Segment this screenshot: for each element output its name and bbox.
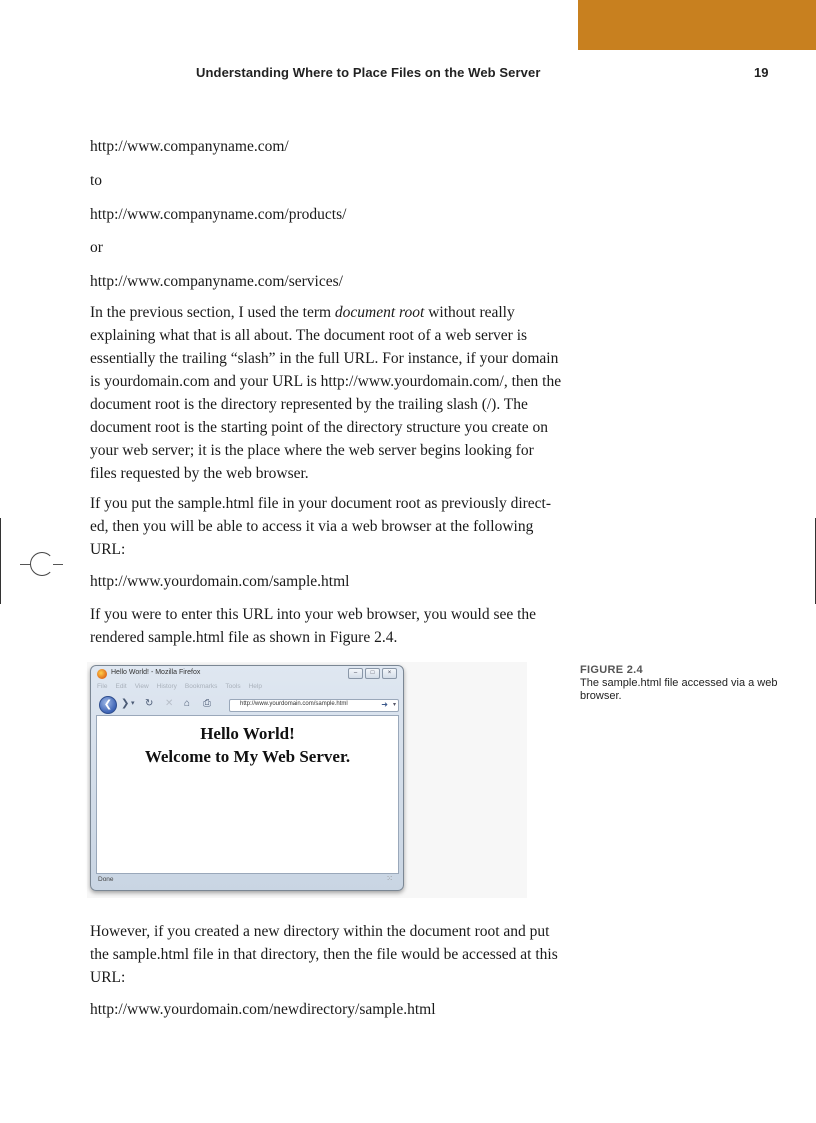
browser-screenshot-figure	[87, 662, 527, 898]
paragraph-document-root: In the previous section, I used the term document root without really explaining what that is all about. The document root of a web server is essentially the trailing “slash” in the full URL. For instance, if your domain is yourdomain.com and your URL is http://www.yourdomain.com/, then the document root is the directory represented by the trailing slash (/). The document root is the starting point of the directory structure you create on your web server; it is the place where the web server begins looking for files requested by the web browser.	[90, 304, 562, 482]
menu-item-bookmarks[interactable]: Bookmarks	[184, 683, 218, 690]
url-text: http://www.yourdomain.com/sample.html	[240, 701, 348, 707]
url-input[interactable]	[229, 699, 399, 712]
browser-window	[90, 665, 404, 891]
reload-icon[interactable]: ↻	[145, 698, 154, 709]
figure-caption-text: The sample.html file accessed via a web browser.	[580, 677, 778, 702]
connector-word: or	[90, 239, 103, 256]
heading-hello: Hello World!	[200, 724, 295, 743]
maximize-icon[interactable]: □	[365, 668, 380, 679]
paragraph-sample-access: If you put the sample.html file in your document root as previously direct-ed, then you will be able to access it via a web browser at the following URL:	[90, 495, 552, 558]
window-title: Hello World! - Mozilla Firefox	[111, 669, 201, 676]
menu-item-history[interactable]: History	[156, 683, 177, 690]
minimize-icon[interactable]: –	[348, 668, 363, 679]
menu-item-file[interactable]: File	[97, 683, 108, 690]
go-arrow-icon[interactable]: ➜	[381, 700, 388, 709]
resize-grip-icon[interactable]: ⁙	[386, 874, 393, 883]
url-dropdown-icon[interactable]: ▾	[392, 702, 396, 708]
emphasis-term: document root	[334, 304, 425, 321]
page-viewport	[96, 715, 399, 874]
status-text: Done	[98, 876, 114, 883]
paragraph-new-directory: However, if you created a new directory within the document root and put the sample.html file in that directory, then the file would be accessed at this URL:	[90, 923, 558, 986]
connector-word: to	[90, 172, 103, 189]
menu-item-tools[interactable]: Tools	[225, 683, 241, 690]
history-dropdown-icon[interactable]: ▾	[131, 700, 135, 707]
menu-item-view[interactable]: View	[134, 683, 149, 690]
menu-item-edit[interactable]: Edit	[115, 683, 127, 690]
example-url: http://www.companyname.com/	[90, 138, 289, 155]
stop-icon[interactable]: ✕	[165, 698, 174, 709]
menu-bar	[97, 683, 262, 690]
example-url: http://www.yourdomain.com/sample.html	[90, 573, 350, 590]
close-icon[interactable]: ×	[382, 668, 397, 679]
chapter-tab	[578, 0, 816, 50]
example-url: http://www.yourdomain.com/newdirectory/sample.html	[90, 1001, 436, 1018]
crop-mark-left	[0, 518, 1, 604]
running-header: Understanding Where to Place Files on the Web Server	[196, 65, 541, 80]
forward-arrow-icon[interactable]: ❯	[121, 698, 130, 709]
example-url: http://www.companyname.com/services/	[90, 273, 343, 290]
home-icon[interactable]: ⌂	[184, 698, 191, 709]
firefox-icon	[97, 669, 107, 679]
example-url: http://www.companyname.com/products/	[90, 206, 347, 223]
menu-item-help[interactable]: Help	[248, 683, 262, 690]
print-icon[interactable]: ⎙	[203, 698, 211, 709]
title-bar	[91, 666, 403, 682]
page-number: 19	[754, 65, 769, 80]
paragraph-rendered: If you were to enter this URL into your web browser, you would see the rendered sample.html file as shown in Figure 2.4.	[90, 606, 537, 646]
figure-label: FIGURE 2.4	[580, 664, 643, 676]
figure-caption	[580, 664, 780, 703]
status-bar	[96, 874, 397, 886]
heading-welcome: Welcome to My Web Server.	[144, 747, 351, 766]
navigation-toolbar	[91, 693, 403, 715]
back-arrow-icon[interactable]: ❮	[99, 696, 117, 714]
